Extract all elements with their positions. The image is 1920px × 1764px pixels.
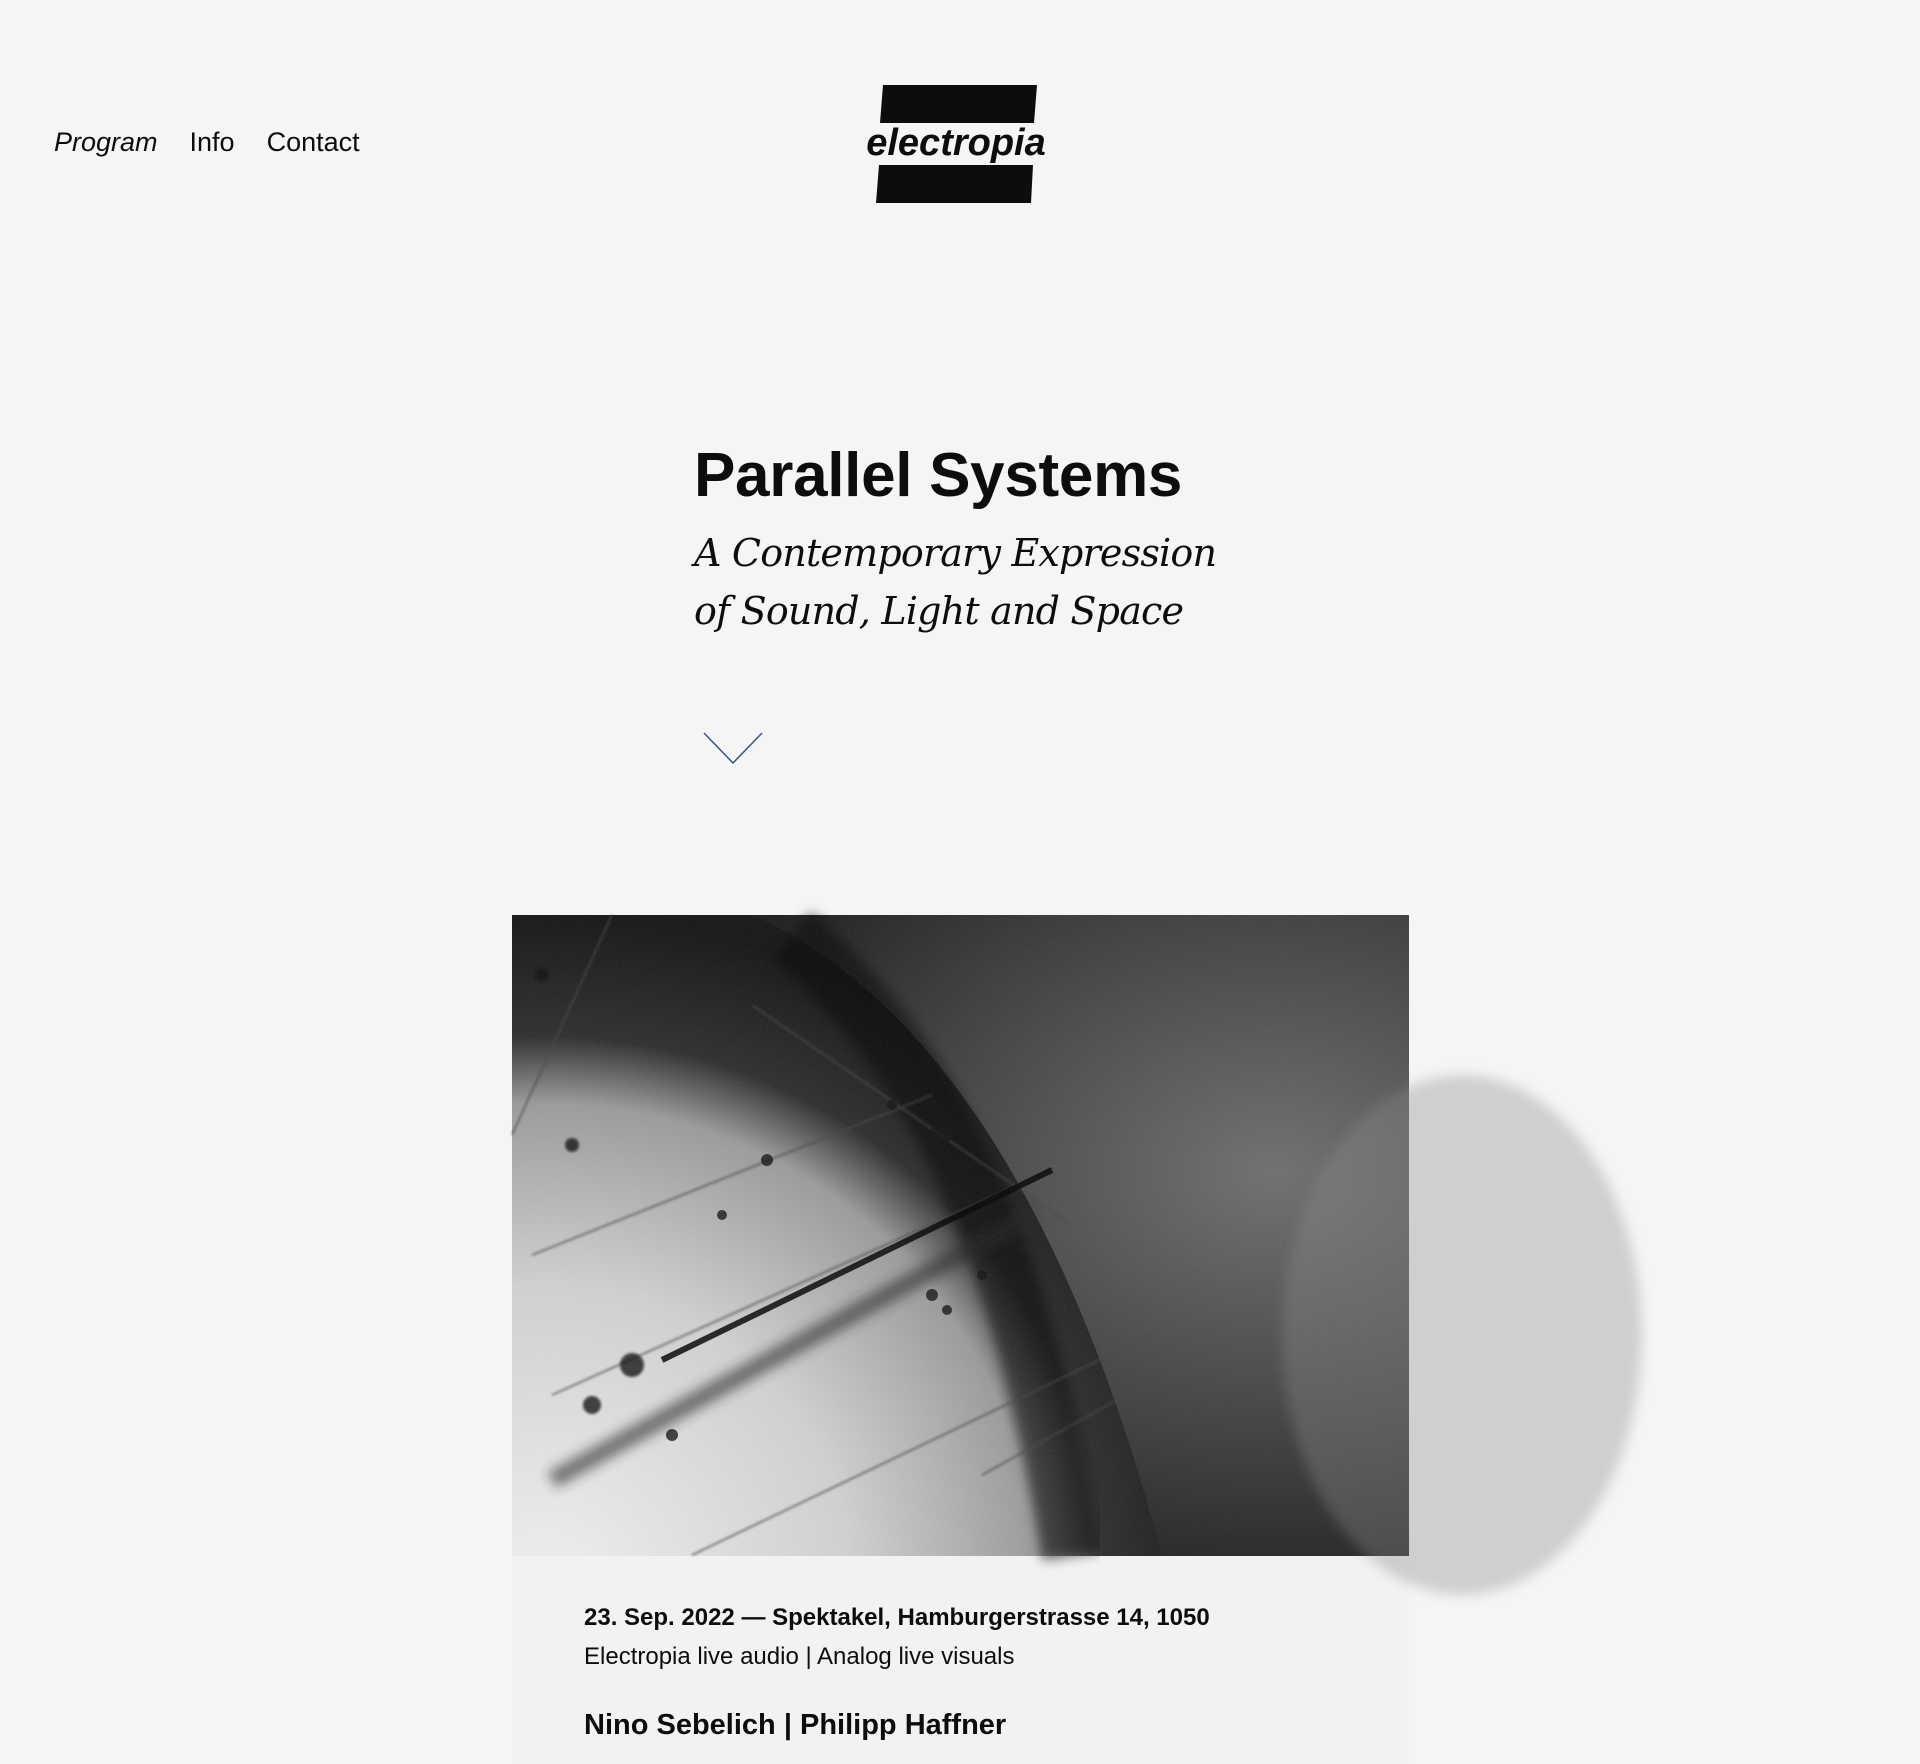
nav-item-program[interactable]: Program xyxy=(54,127,158,157)
page-title: Parallel Systems xyxy=(694,441,1183,510)
event-info xyxy=(512,1556,1409,1744)
nav-item-info[interactable]: Info xyxy=(189,127,235,157)
page-subtitle: A Contemporary Expression of Sound, Light and Space xyxy=(694,531,1217,633)
chevron-down-icon[interactable] xyxy=(703,732,763,766)
event-card[interactable] xyxy=(512,915,1409,1764)
electropia-logo[interactable] xyxy=(866,85,1046,203)
logo-text: electropia xyxy=(866,122,1046,164)
event-artists[interactable]: Nino Sebelich | Philipp Haffner xyxy=(584,1709,1007,1741)
event-date-location: 23. Sep. 2022 — Spektakel, Hamburgerstrasse 14, 1050 xyxy=(584,1604,1210,1631)
electropia-logo-mark xyxy=(866,85,1046,203)
event-image[interactable] xyxy=(512,915,1409,1556)
event-description: Electropia live audio | Analog live visuals xyxy=(584,1643,1015,1670)
hero xyxy=(694,436,1394,640)
nav-item-contact[interactable]: Contact xyxy=(266,127,360,157)
main-nav xyxy=(54,124,360,160)
